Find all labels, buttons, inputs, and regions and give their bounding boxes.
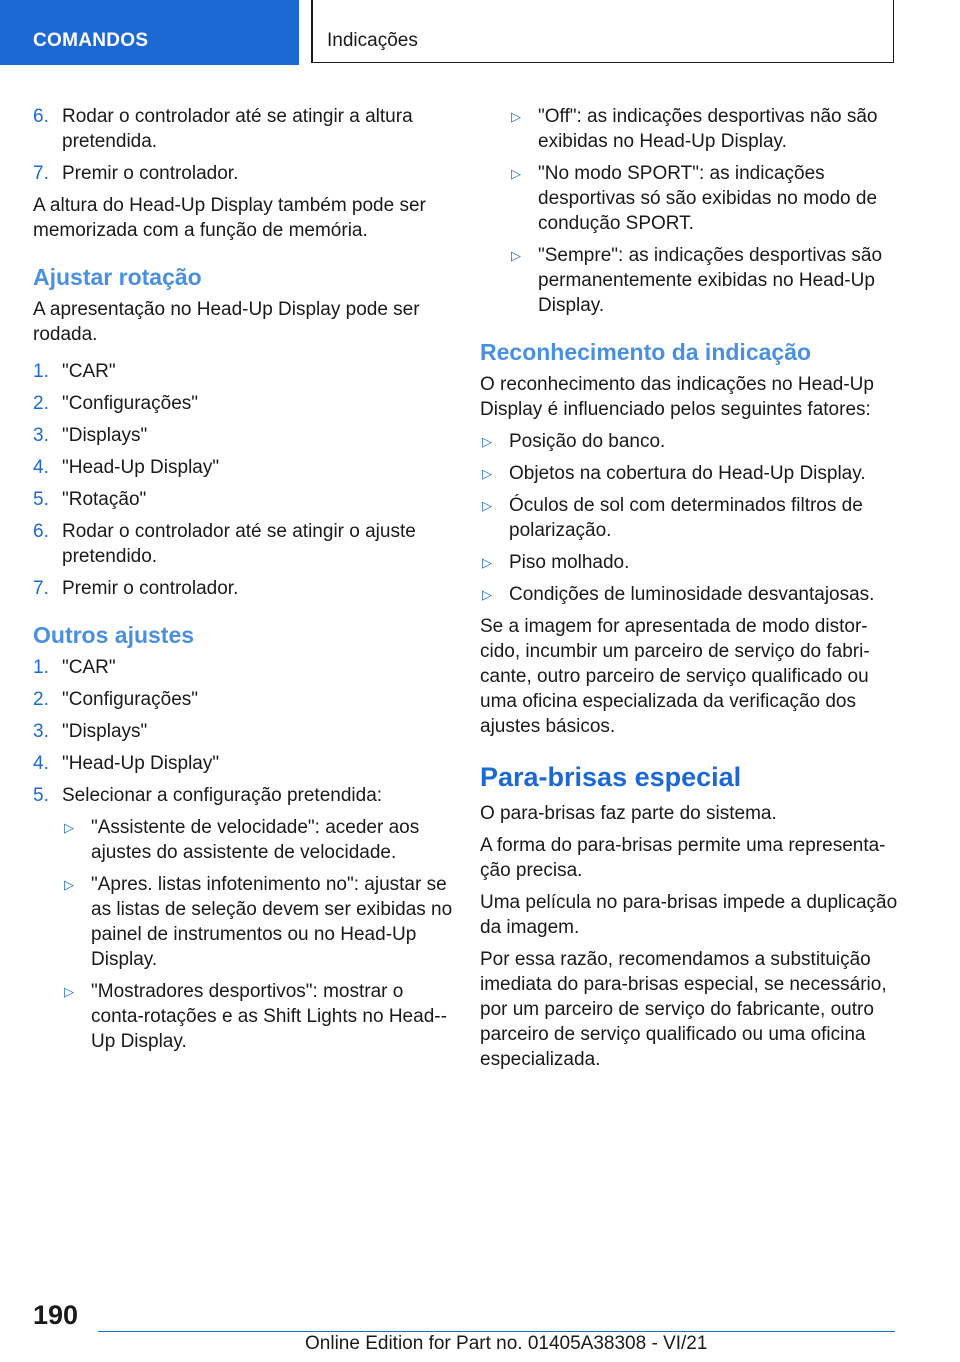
- step-number: 5.: [33, 489, 49, 510]
- step-text: "CAR": [62, 657, 116, 678]
- step-number: 7.: [33, 163, 49, 184]
- page-number: 190: [33, 1300, 79, 1330]
- step-number: 3.: [33, 425, 49, 446]
- list-item: [480, 493, 900, 543]
- step-text: Premir o controlador.: [62, 578, 239, 599]
- bullet-text: "Sempre": as indicações desportivas são permanentemente exibidas no Head-Up Display.: [538, 245, 883, 316]
- triangle-right-icon: ▷: [511, 248, 521, 263]
- step-number: 6.: [33, 521, 49, 542]
- list-item: [33, 161, 453, 186]
- list-item: [33, 391, 453, 416]
- list-item: [33, 719, 453, 744]
- edition-footer: Online Edition for Part no. 01405A38308 - VI/21: [305, 1333, 708, 1354]
- triangle-right-icon: ▷: [511, 166, 521, 181]
- triangle-right-icon: ▷: [482, 555, 492, 570]
- chapter-tab: [311, 0, 894, 63]
- step-number: 6.: [33, 106, 49, 127]
- step-number: 1.: [33, 657, 49, 678]
- triangle-right-icon: ▷: [64, 877, 74, 892]
- list-item: [62, 872, 453, 972]
- list-item: [33, 687, 453, 712]
- list-item: [480, 429, 900, 454]
- step-text: "Displays": [62, 425, 148, 446]
- list-item: [33, 751, 453, 776]
- list-item: [33, 455, 453, 480]
- bullet-text: "Off": as indicações desportivas não são exibidas no Head-Up Display.: [538, 106, 878, 152]
- paragraph: O reconhecimento das indicações no Head-Up Display é influenciado pelos seguintes fatores:: [480, 374, 874, 420]
- paragraph: O para-brisas faz parte do sistema.: [480, 803, 777, 824]
- bullet-text: Óculos de sol com determinados filtros de polarização.: [509, 495, 863, 541]
- step-number: 5.: [33, 785, 49, 806]
- paragraph: Por essa razão, recomendamos a substituição imediata do para-brisas especial, se necessário, por um parceiro de serviço do fabricante, outro parceiro de serviço qualificado ou uma oficina especializada.: [480, 949, 887, 1070]
- heading-outros-ajustes: Outros ajustes: [33, 622, 195, 648]
- bullet-text: "Mostradores desportivos": mostrar o conta-rotações e as Shift Lights no Head--Up Display.: [91, 981, 447, 1052]
- step-number: 1.: [33, 361, 49, 382]
- list-item: [62, 979, 453, 1054]
- left-column: [33, 104, 453, 1061]
- step-number: 4.: [33, 457, 49, 478]
- footer-divider: [98, 1331, 895, 1332]
- list-item: [33, 423, 453, 448]
- triangle-right-icon: ▷: [64, 820, 74, 835]
- list-item: [33, 519, 453, 569]
- chapter-title: Indicações: [327, 30, 418, 51]
- bullet-text: Piso molhado.: [509, 552, 630, 573]
- section-tab: [0, 0, 299, 65]
- paragraph: A altura do Head-Up Display também pode ser memorizada com a função de memória.: [33, 195, 426, 241]
- step-text: Rodar o controlador até se atingir a altura pretendida.: [62, 106, 413, 152]
- list-item: [509, 104, 900, 154]
- step-text: Selecionar a configuração pretendida:: [62, 785, 383, 806]
- heading-ajustar-rotacao: Ajustar rotação: [33, 264, 202, 290]
- list-item: [33, 487, 453, 512]
- paragraph: Se a imagem for apresentada de modo distor-cido, incumbir um parceiro de serviço do fabri-cante, outro parceiro de serviço qualificado ou uma oficina especializada da verificação dos ajustes básicos.: [480, 616, 870, 737]
- list-item: [480, 461, 900, 486]
- triangle-right-icon: ▷: [511, 109, 521, 124]
- triangle-right-icon: ▷: [482, 498, 492, 513]
- triangle-right-icon: ▷: [64, 984, 74, 999]
- bullet-text: "Assistente de velocidade": aceder aos ajustes do assistente de velocidade.: [91, 817, 420, 863]
- bullet-text: "Apres. listas infotenimento no": ajustar se as listas de seleção devem ser exibidas no painel de instrumentos ou no Head-Up Display.: [91, 874, 453, 970]
- heading-para-brisas: Para-brisas especial: [480, 762, 742, 792]
- step-text: Rodar o controlador até se atingir o ajuste pretendido.: [62, 521, 416, 567]
- step-number: 4.: [33, 753, 49, 774]
- bullet-text: Objetos na cobertura do Head-Up Display.: [509, 463, 866, 484]
- bullet-text: Posição do banco.: [509, 431, 666, 452]
- step-text: "Configurações": [62, 393, 199, 414]
- step-text: Premir o controlador.: [62, 163, 239, 184]
- list-item: [33, 576, 453, 601]
- step-text: "Rotação": [62, 489, 147, 510]
- bullet-text: "No modo SPORT": as indicações desportivas só são exibidas no modo de condução SPORT.: [538, 163, 878, 234]
- bullet-text: Condições de luminosidade desvantajosas.: [509, 584, 875, 605]
- step-text: "CAR": [62, 361, 116, 382]
- section-title: COMANDOS: [33, 30, 149, 51]
- step-number: 2.: [33, 689, 49, 710]
- list-item: [480, 582, 900, 607]
- list-item: [509, 161, 900, 236]
- triangle-right-icon: ▷: [482, 587, 492, 602]
- step-text: "Displays": [62, 721, 148, 742]
- list-item: [33, 359, 453, 384]
- step-text: "Head-Up Display": [62, 753, 220, 774]
- list-item: [62, 815, 453, 865]
- step-number: 3.: [33, 721, 49, 742]
- step-number: 2.: [33, 393, 49, 414]
- step-text: "Configurações": [62, 689, 199, 710]
- right-column: [480, 104, 900, 1079]
- list-item: [33, 104, 453, 154]
- step-text: "Head-Up Display": [62, 457, 220, 478]
- list-item: [33, 655, 453, 680]
- triangle-right-icon: ▷: [482, 434, 492, 449]
- paragraph: A forma do para-brisas permite uma representa-ção precisa.: [480, 835, 886, 881]
- step-number: 7.: [33, 578, 49, 599]
- list-item: [33, 783, 453, 808]
- heading-reconhecimento: Reconhecimento da indicação: [480, 339, 812, 365]
- triangle-right-icon: ▷: [482, 466, 492, 481]
- list-item: [480, 550, 900, 575]
- paragraph: Uma película no para-brisas impede a duplicação da imagem.: [480, 892, 898, 938]
- list-item: [509, 243, 900, 318]
- paragraph: A apresentação no Head-Up Display pode ser rodada.: [33, 299, 420, 345]
